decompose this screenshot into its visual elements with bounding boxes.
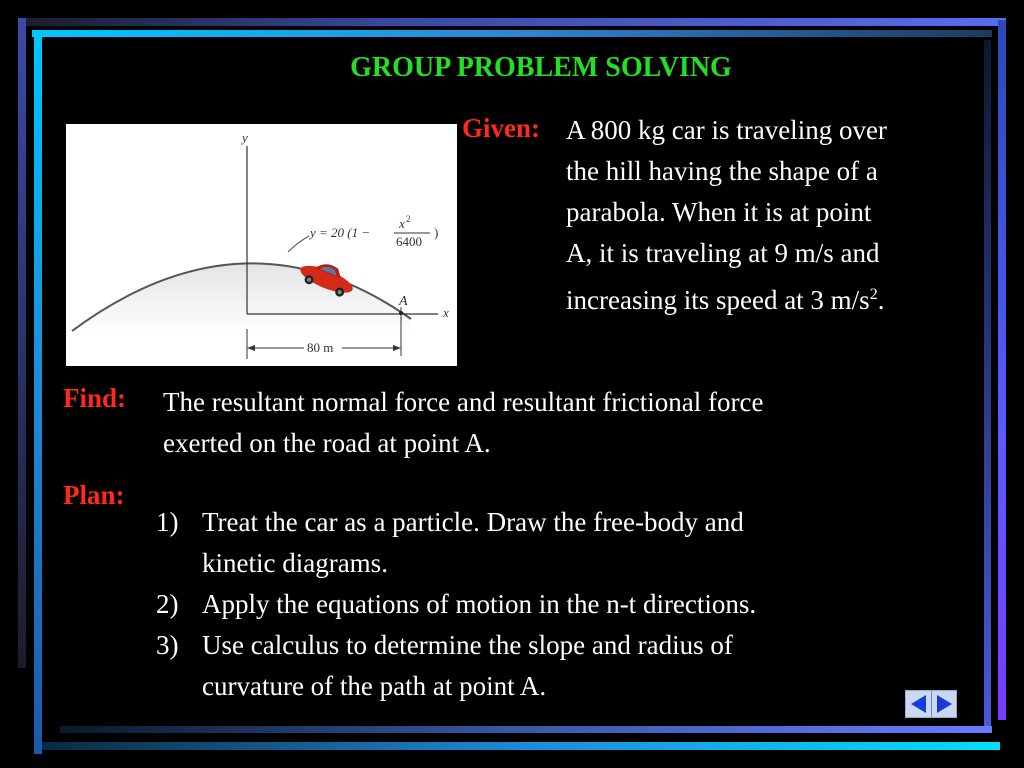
given-line-2: the hill having the shape of a <box>566 156 878 186</box>
given-line-1: A 800 kg car is traveling over <box>566 115 887 145</box>
given-line-5 <box>566 274 996 321</box>
frame-bottom-outer-bar <box>42 742 1000 750</box>
dimension-arrow-left <box>247 345 255 351</box>
plan-item-2 <box>156 584 936 625</box>
x-axis-label: x <box>443 305 449 320</box>
equation-numerator: x <box>399 216 405 231</box>
equation-lhs: y = 20 (1 − <box>310 225 371 240</box>
equation-close-paren: ) <box>434 225 439 240</box>
equation-leader <box>288 236 309 252</box>
dimension-arrow-right <box>393 345 401 351</box>
plan-label: Plan: <box>63 480 125 510</box>
plan-list <box>156 502 936 707</box>
slide-title: GROUP PROBLEM SOLVING <box>350 52 732 83</box>
find-label: Find: <box>63 383 127 413</box>
distance-label: 80 m <box>307 340 334 355</box>
find-text <box>163 382 963 464</box>
given-text <box>566 110 996 321</box>
plan-item-line: curvature of the path at point A. <box>202 671 547 701</box>
plan-item-number: 3) <box>156 630 179 660</box>
plan-item-line: Treat the car as a particle. Draw the free-body and <box>202 507 744 537</box>
frame-left-inner-bar <box>34 30 42 754</box>
given-superscript: 2 <box>869 286 878 303</box>
triangle-left-icon <box>906 691 931 717</box>
find-line-2: exerted on the road at point A. <box>163 428 491 458</box>
next-slide-button[interactable] <box>931 691 957 717</box>
equation-exponent: 2 <box>406 214 411 224</box>
point-a-dot <box>399 311 403 315</box>
equation-denominator: 6400 <box>396 234 422 249</box>
plan-item-text <box>202 502 936 584</box>
given-label: Given: <box>462 113 540 143</box>
plan-item-line: kinetic diagrams. <box>202 548 388 578</box>
frame-right-outer-bar <box>998 20 1006 720</box>
plan-item-text <box>202 625 936 707</box>
hill-diagram <box>66 124 457 366</box>
point-a-label: A <box>399 294 408 309</box>
triangle-right-icon <box>932 691 957 717</box>
given-end: . <box>877 285 885 315</box>
given-line-4: A, it is traveling at 9 m/s and <box>566 238 880 268</box>
previous-slide-button[interactable] <box>906 691 931 717</box>
frame-top-outer-bar <box>18 18 1006 26</box>
find-line-1: The resultant normal force and resultant frictional force <box>163 387 764 417</box>
y-axis-label: y <box>242 130 248 145</box>
plan-item-number: 2) <box>156 589 179 619</box>
slide-navigation <box>905 690 957 718</box>
frame-top-inner-bar <box>32 30 992 37</box>
plan-item-line: Apply the equations of motion in the n-t directions. <box>202 589 757 619</box>
plan-item-line: Use calculus to determine the slope and radius of <box>202 630 733 660</box>
frame-bottom-inner-bar <box>60 726 992 733</box>
plan-item-number: 1) <box>156 507 179 537</box>
frame-left-outer-bar <box>18 18 26 668</box>
hill-figure <box>66 124 457 366</box>
plan-item-3 <box>156 625 936 707</box>
plan-item-1 <box>156 502 936 584</box>
plan-item-text <box>202 584 936 625</box>
given-line-3: parabola. When it is at point <box>566 197 872 227</box>
given-line-5-text: increasing its speed at 3 m/s <box>566 285 870 315</box>
